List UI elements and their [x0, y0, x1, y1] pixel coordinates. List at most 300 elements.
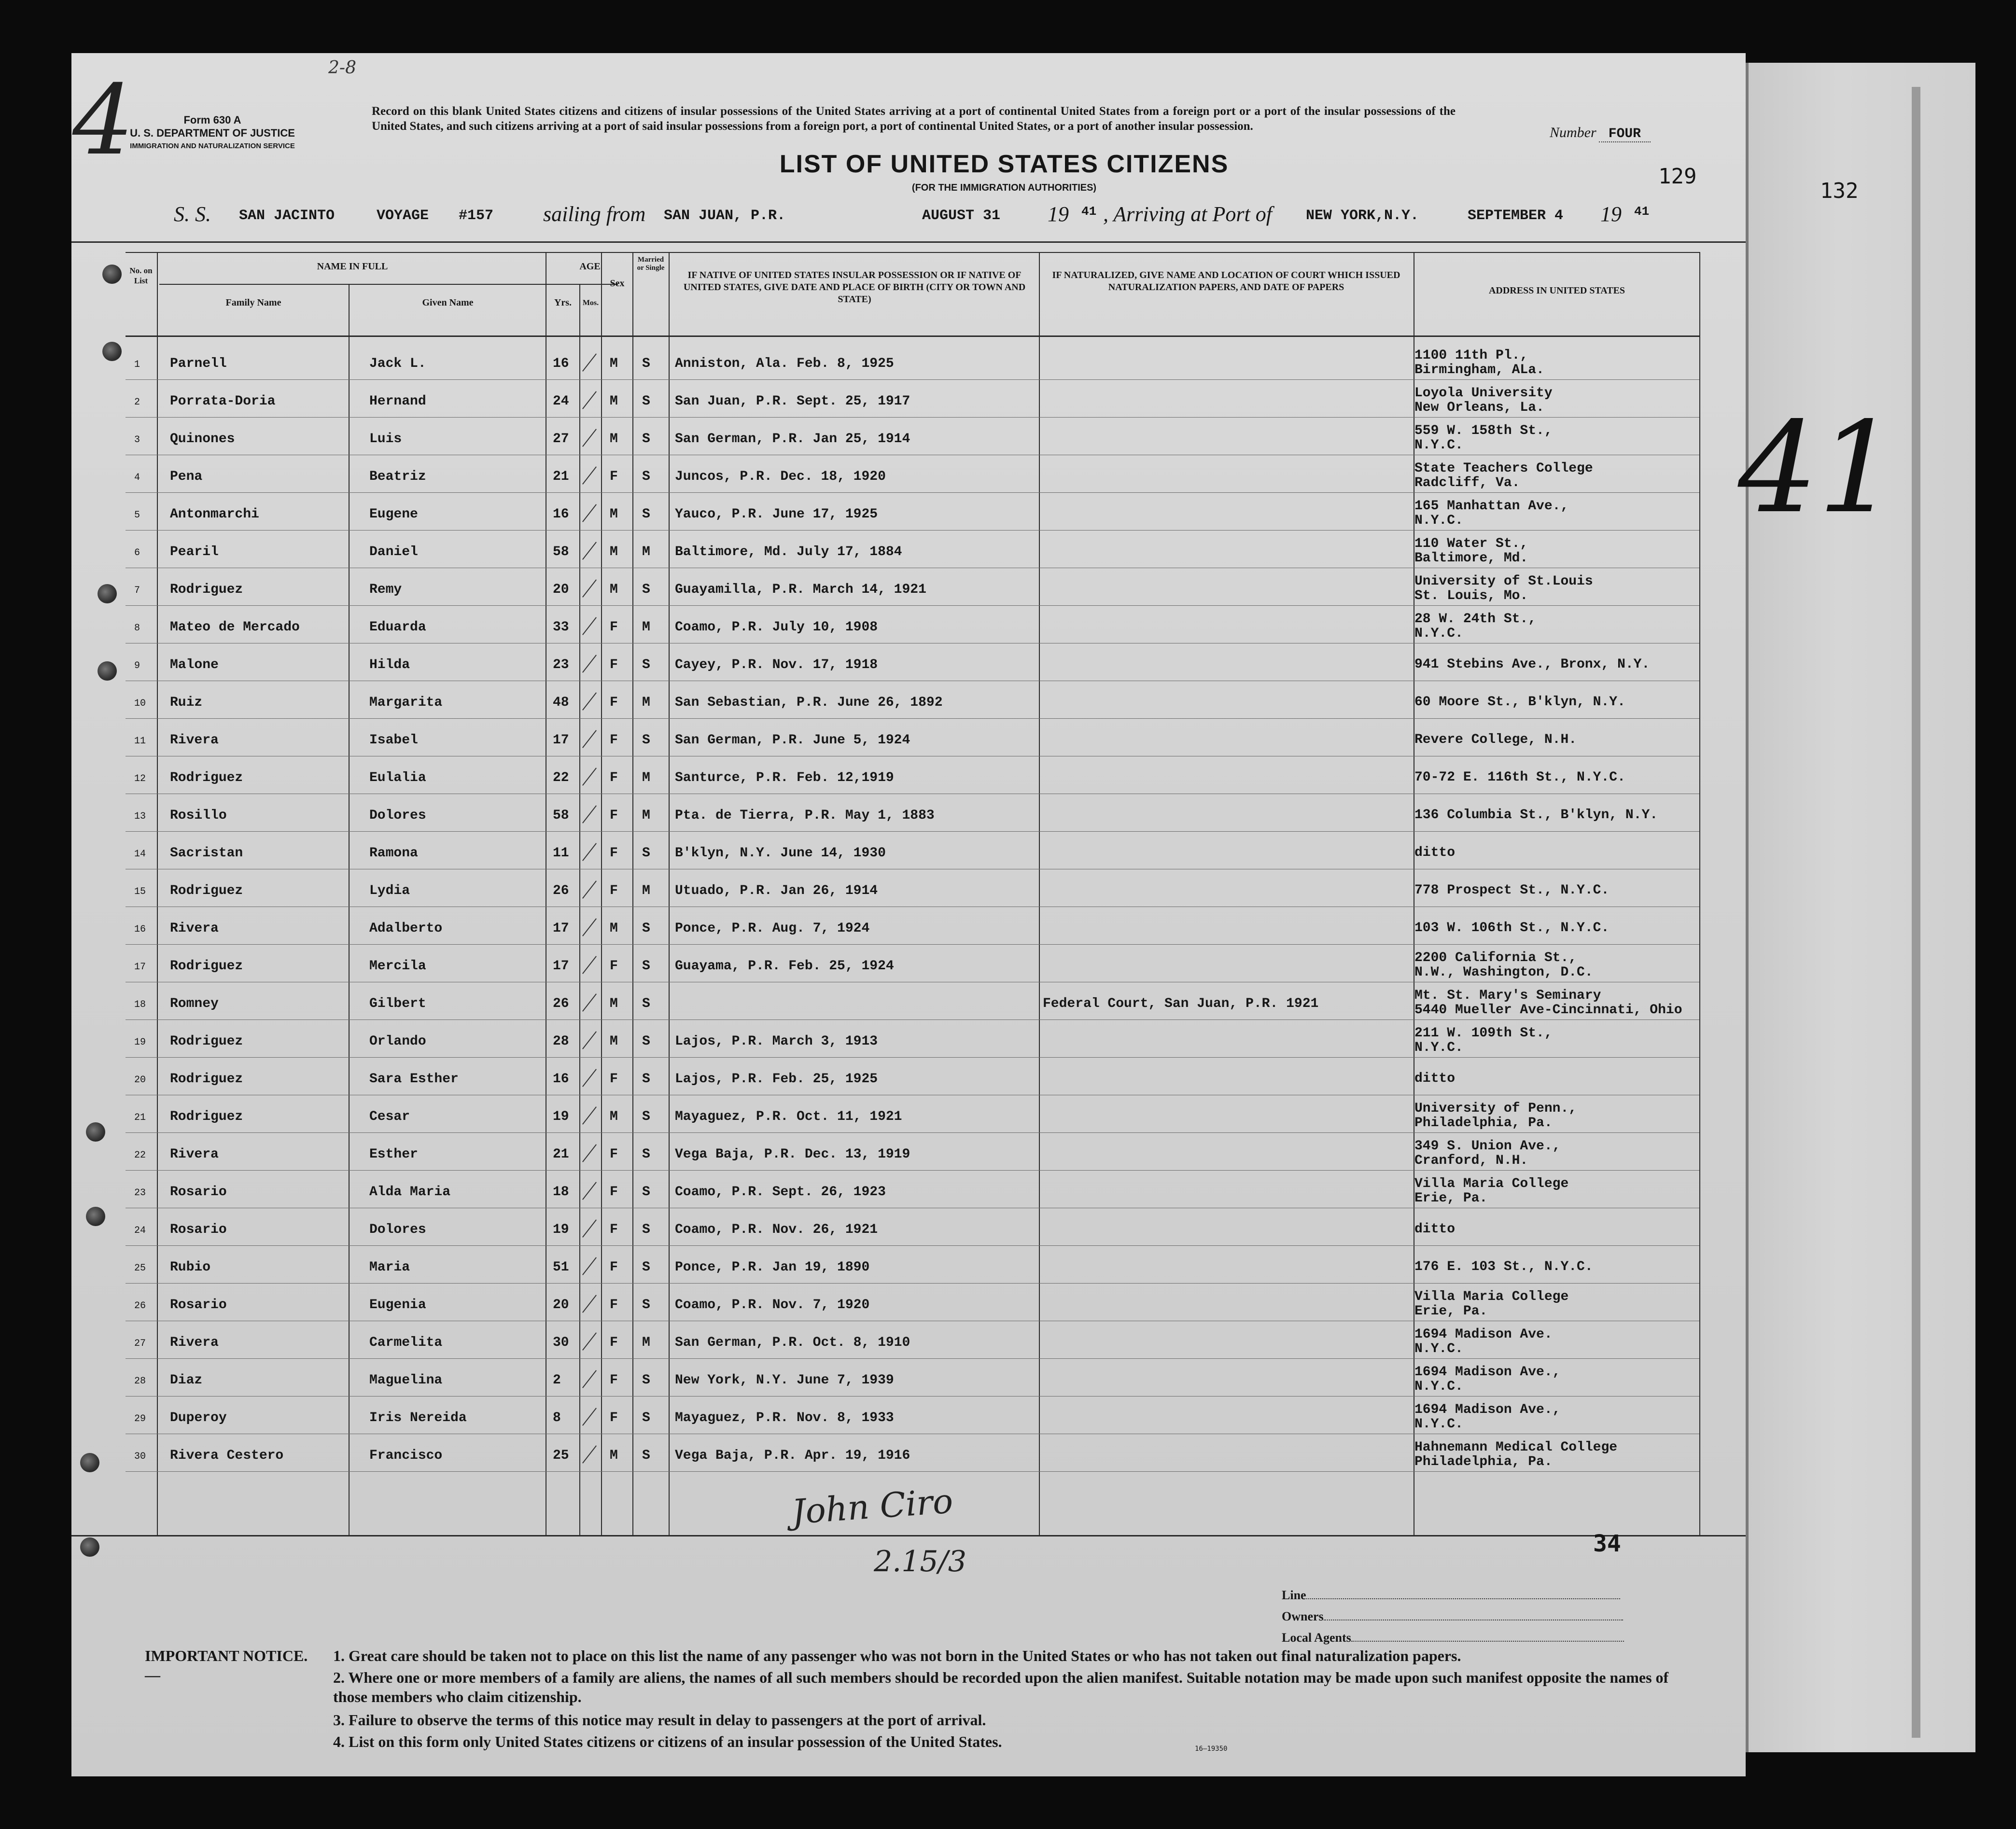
age-years: 17 — [553, 921, 569, 936]
address-line-1: Villa Maria College — [1414, 1176, 1569, 1191]
address-line-2: Baltimore, Md. — [1414, 551, 1528, 566]
sex: F — [610, 1072, 618, 1087]
given-name: Eulalia — [369, 770, 426, 785]
birth-place-date: Vega Baja, P.R. Dec. 13, 1919 — [675, 1147, 910, 1162]
family-name: Rodriguez — [170, 959, 243, 974]
birth-place-date: Coamo, P.R. Sept. 26, 1923 — [675, 1185, 886, 1200]
row-number: 11 — [134, 736, 146, 747]
given-name: Mercila — [369, 959, 426, 974]
age-years: 24 — [553, 394, 569, 409]
row-number: 16 — [134, 924, 146, 935]
sex: F — [610, 1260, 618, 1275]
age-years: 21 — [553, 469, 569, 484]
row-number: 10 — [134, 698, 146, 709]
sex: F — [610, 883, 618, 898]
row-number: 23 — [134, 1187, 146, 1199]
department-name: U. S. DEPARTMENT OF JUSTICE — [130, 127, 295, 139]
notice-item-1: 1. Great care should be taken not to place on this list the name of any passenger who was not born in the United States or who has not taken out final naturalization papers. — [333, 1647, 1461, 1664]
age-years: 19 — [553, 1222, 569, 1237]
sex: F — [610, 1298, 618, 1312]
col-header-sex: Sex — [610, 278, 625, 289]
birth-place-date: Coamo, P.R. Nov. 7, 1920 — [675, 1298, 870, 1312]
col-header-no: No. on List — [129, 266, 153, 285]
row-number: 28 — [134, 1376, 146, 1387]
family-name: Rivera — [170, 1335, 219, 1350]
binder-hole — [86, 1207, 105, 1226]
col-header-address: ADDRESS IN UNITED STATES — [1488, 285, 1625, 296]
birth-place-date: Yauco, P.R. June 17, 1925 — [675, 507, 878, 522]
marital-status: S — [642, 1185, 650, 1200]
age-years: 21 — [553, 1147, 569, 1162]
row-number: 29 — [134, 1413, 146, 1424]
birth-place-date: Ponce, P.R. Aug. 7, 1924 — [675, 921, 870, 936]
age-years: 26 — [553, 996, 569, 1011]
marital-status: S — [642, 1373, 650, 1388]
family-name: Rodriguez — [170, 1109, 243, 1124]
address-line-1: 136 Columbia St., B'klyn, N.Y. — [1414, 808, 1658, 823]
family-name: Rubio — [170, 1260, 211, 1275]
marital-status: S — [642, 657, 650, 672]
arrival-date: SEPTEMBER 4 — [1468, 208, 1564, 224]
address-line-1: 1694 Madison Ave., — [1414, 1365, 1561, 1380]
address-line-2: N.Y.C. — [1414, 1417, 1463, 1432]
birth-place-date: San German, P.R. Oct. 8, 1910 — [675, 1335, 910, 1350]
binder-hole — [98, 584, 117, 603]
agents-label: Local Agents — [1282, 1631, 1351, 1645]
birth-place-date: Anniston, Ala. Feb. 8, 1925 — [675, 356, 894, 371]
address-line-1: 1100 11th Pl., — [1414, 348, 1528, 363]
sex: F — [610, 620, 618, 635]
given-name: Jack L. — [369, 356, 426, 371]
handwritten-number-4: 4 — [72, 64, 134, 177]
row-rule — [126, 831, 1699, 832]
given-name: Daniel — [369, 545, 418, 559]
number-field — [1550, 125, 1670, 141]
age-years: 8 — [553, 1410, 561, 1425]
marital-status: S — [642, 921, 650, 936]
address-line-1: ditto — [1414, 1222, 1456, 1237]
given-name: Cesar — [369, 1109, 410, 1124]
binder-hole — [80, 1537, 99, 1557]
row-number: 2 — [134, 397, 140, 408]
sex: F — [610, 1335, 618, 1350]
binder-hole — [102, 342, 122, 361]
col-divider — [669, 252, 670, 1536]
marital-status: S — [642, 1410, 650, 1425]
family-name: Ruiz — [170, 695, 203, 710]
voyage-word: VOYAGE — [377, 208, 429, 224]
row-rule — [126, 492, 1699, 493]
family-name: Rodriguez — [170, 1072, 243, 1087]
family-name: Rodriguez — [170, 582, 243, 597]
age-years: 16 — [553, 356, 569, 371]
marital-status: S — [642, 1034, 650, 1049]
sex: M — [610, 1109, 618, 1124]
family-name: Duperoy — [170, 1410, 227, 1425]
marital-status: S — [642, 432, 650, 447]
notice-item-4: 4. List on this form only United States citizens or citizens of an insular possession of the United States. — [333, 1733, 1002, 1750]
family-name: Pearil — [170, 545, 219, 559]
marital-status: M — [642, 1335, 650, 1350]
given-name: Hilda — [369, 657, 410, 672]
line-label: Line — [1282, 1588, 1306, 1602]
marital-status: M — [642, 545, 650, 559]
age-years: 30 — [553, 1335, 569, 1350]
given-name: Luis — [369, 432, 402, 447]
family-name: Rivera Cestero — [170, 1448, 284, 1463]
sex: M — [610, 921, 618, 936]
number-value: FOUR — [1599, 126, 1651, 142]
sex: F — [610, 1373, 618, 1388]
marital-status: S — [642, 1448, 650, 1463]
marital-status: S — [642, 959, 650, 974]
marital-status: S — [642, 469, 650, 484]
sex: F — [610, 1147, 618, 1162]
birth-place-date: B'klyn, N.Y. June 14, 1930 — [675, 846, 886, 861]
line-owners-agents — [1282, 1586, 1673, 1649]
family-name: Parnell — [170, 356, 227, 371]
address-line-1: 1694 Madison Ave. — [1414, 1327, 1553, 1342]
given-name: Gilbert — [369, 996, 426, 1011]
family-name: Rosillo — [170, 808, 227, 823]
year-prefix-1: 19 — [1048, 202, 1069, 226]
address-line-2: Erie, Pa. — [1414, 1304, 1488, 1319]
departure-date: AUGUST 31 — [922, 208, 1001, 224]
row-number: 25 — [134, 1263, 146, 1274]
marital-status: S — [642, 1222, 650, 1237]
sex: F — [610, 959, 618, 974]
birth-place-date: Lajos, P.R. Feb. 25, 1925 — [675, 1072, 878, 1087]
address-line-2: Cranford, N.H. — [1414, 1153, 1528, 1168]
marital-status: S — [642, 733, 650, 748]
row-number: 9 — [134, 660, 140, 671]
family-name: Malone — [170, 657, 219, 672]
family-name: Rodriguez — [170, 770, 243, 785]
address-line-1: ditto — [1414, 845, 1456, 860]
birth-place-date: Ponce, P.R. Jan 19, 1890 — [675, 1260, 870, 1275]
age-years: 27 — [553, 432, 569, 447]
age-years: 11 — [553, 846, 569, 861]
age-years: 58 — [553, 545, 569, 559]
family-name: Pena — [170, 469, 203, 484]
given-name: Adalberto — [369, 921, 443, 936]
marital-status: S — [642, 1298, 650, 1312]
birth-place-date: Lajos, P.R. March 3, 1913 — [675, 1034, 878, 1049]
address-line-2: Erie, Pa. — [1414, 1191, 1488, 1206]
address-line-1: 559 W. 158th St., — [1414, 423, 1553, 438]
address-line-1: 941 Stebins Ave., Bronx, N.Y. — [1414, 657, 1650, 672]
ship-name: SAN JACINTO — [239, 208, 335, 224]
birth-place-date: Cayey, P.R. Nov. 17, 1918 — [675, 657, 878, 672]
row-rule — [126, 1358, 1699, 1359]
birth-place-date: New York, N.Y. June 7, 1939 — [675, 1373, 894, 1388]
birth-place-date: San Juan, P.R. Sept. 25, 1917 — [675, 394, 910, 409]
given-name: Eugene — [369, 507, 418, 522]
table-top-border — [71, 241, 1746, 243]
given-name: Remy — [369, 582, 402, 597]
age-years: 2 — [553, 1373, 561, 1388]
sex: M — [610, 1448, 618, 1463]
birth-place-date: Baltimore, Md. July 17, 1884 — [675, 545, 902, 559]
col-header-age: AGE — [579, 261, 601, 272]
address-line-1: 110 Water St., — [1414, 536, 1528, 551]
marital-status: S — [642, 996, 650, 1011]
age-years: 48 — [553, 695, 569, 710]
given-name: Esther — [369, 1147, 418, 1162]
handwritten-top-mark: 2-8 — [328, 58, 356, 78]
arriving-label: , Arriving at Port of — [1103, 202, 1272, 226]
side-page-number: 132 — [1820, 179, 1859, 203]
given-name: Carmelita — [369, 1335, 443, 1350]
age-years: 23 — [553, 657, 569, 672]
given-name: Lydia — [369, 883, 410, 898]
marital-status: M — [642, 620, 650, 635]
row-rule — [126, 718, 1699, 719]
row-number: 4 — [134, 472, 140, 483]
col-divider — [1699, 252, 1700, 1536]
ss-label: S. S. — [174, 202, 211, 226]
age-years: 58 — [553, 808, 569, 823]
row-rule — [126, 1057, 1699, 1058]
birth-place-date: Utuado, P.R. Jan 26, 1914 — [675, 883, 878, 898]
col-divider — [601, 252, 602, 1536]
row-number: 20 — [134, 1075, 146, 1086]
col-header-yrs: Yrs. — [554, 297, 572, 308]
given-name: Isabel — [369, 733, 418, 748]
age-years: 20 — [553, 1298, 569, 1312]
given-name: Dolores — [369, 808, 426, 823]
arrival-port: NEW YORK,N.Y. — [1306, 208, 1419, 224]
departure-port: SAN JUAN, P.R. — [664, 208, 786, 224]
address-line-2: N.Y.C. — [1414, 513, 1463, 528]
given-name: Francisco — [369, 1448, 443, 1463]
form-id-block — [121, 113, 304, 153]
address-line-1: 2200 California St., — [1414, 950, 1577, 965]
row-number: 14 — [134, 849, 146, 860]
address-line-1: 165 Manhattan Ave., — [1414, 499, 1569, 514]
age-years: 18 — [553, 1185, 569, 1200]
age-years: 51 — [553, 1260, 569, 1275]
officer-signature: John Ciro — [790, 1481, 954, 1532]
age-years: 20 — [553, 582, 569, 597]
marital-status: S — [642, 1109, 650, 1124]
marital-status: S — [642, 507, 650, 522]
marital-status: S — [642, 582, 650, 597]
record-instructions: Record on this blank United States citizens and citizens of insular possessions of the United States arriving at a port of continental United States from a foreign port or a port of the insular possessions of the United States, and such citizens arriving at a port of said insular possessions from a foreign port, a port of continental United States, or a port of another insular possession. — [372, 105, 1456, 133]
col-header-naturalized: IF NATURALIZED, GIVE NAME AND LOCATION OF COURT WHICH ISSUED NATURALIZATION PAPERS, AND DATE OF PAPERS — [1052, 270, 1400, 293]
row-rule — [126, 944, 1699, 945]
service-name: IMMIGRATION AND NATURALIZATION SERVICE — [130, 142, 295, 150]
voyage-line — [174, 202, 1694, 236]
sex: M — [610, 507, 618, 522]
row-number: 30 — [134, 1451, 146, 1462]
row-rule — [126, 1245, 1699, 1246]
sex: M — [610, 394, 618, 409]
address-line-1: 1694 Madison Ave., — [1414, 1402, 1561, 1417]
marital-status: S — [642, 356, 650, 371]
address-line-1: University of Penn., — [1414, 1101, 1577, 1116]
print-code: 16—19350 — [1195, 1745, 1228, 1753]
row-rule — [126, 1471, 1699, 1472]
sex: F — [610, 733, 618, 748]
sex: F — [610, 846, 618, 861]
birth-place-date: Coamo, P.R. July 10, 1908 — [675, 620, 878, 635]
family-name: Rivera — [170, 1147, 219, 1162]
family-name: Rosario — [170, 1185, 227, 1200]
address-line-2: N.Y.C. — [1414, 438, 1463, 453]
row-number: 13 — [134, 811, 146, 822]
marital-status: S — [642, 1260, 650, 1275]
voyage-number: #157 — [459, 208, 494, 224]
family-name: Diaz — [170, 1373, 203, 1388]
address-line-2: N.Y.C. — [1414, 1040, 1463, 1055]
family-name: Romney — [170, 996, 219, 1011]
birth-place-date: Juncos, P.R. Dec. 18, 1920 — [675, 469, 886, 484]
number-label: Number — [1550, 125, 1596, 140]
col-divider — [157, 252, 158, 1536]
notice-title: IMPORTANT NOTICE.— — [145, 1647, 308, 1684]
row-number: 8 — [134, 623, 140, 634]
address-line-1: 778 Prospect St., N.Y.C. — [1414, 883, 1610, 898]
marital-status: M — [642, 770, 650, 785]
address-line-1: Mt. St. Mary's Seminary — [1414, 988, 1601, 1003]
total-count: 34 — [1593, 1530, 1621, 1557]
row-number: 24 — [134, 1225, 146, 1236]
col-divider — [579, 284, 580, 1536]
sex: F — [610, 1410, 618, 1425]
family-name: Rodriguez — [170, 1034, 243, 1049]
row-number: 27 — [134, 1338, 146, 1349]
row-rule — [126, 417, 1699, 418]
family-name: Quinones — [170, 432, 235, 447]
age-years: 17 — [553, 959, 569, 974]
row-number: 6 — [134, 547, 140, 558]
strip-handwritten-mark: 41 — [1738, 395, 1898, 541]
year-prefix-2: 19 — [1600, 202, 1622, 226]
sex: M — [610, 582, 618, 597]
col-header-name: NAME IN FULL — [317, 261, 388, 272]
form-subtitle: (FOR THE IMMIGRATION AUTHORITIES) — [911, 182, 1097, 193]
age-years: 17 — [553, 733, 569, 748]
row-number: 1 — [134, 359, 140, 370]
birth-place-date: Santurce, P.R. Feb. 12,1919 — [675, 770, 894, 785]
notice-item-3: 3. Failure to observe the terms of this notice may result in delay to passengers at the port of arrival. — [333, 1711, 986, 1729]
col-header-birth: IF NATIVE OF UNITED STATES INSULAR POSSESSION OR IF NATIVE OF UNITED STATES, GIVE DATE AND PLACE OF BIRTH (CITY OR TOWN AND STATE) — [683, 270, 1026, 305]
row-rule — [126, 1019, 1699, 1020]
address-line-2: N.W., Washington, D.C. — [1414, 965, 1593, 980]
given-name: Maguelina — [369, 1373, 443, 1388]
family-name: Sacristan — [170, 846, 243, 861]
age-years: 22 — [553, 770, 569, 785]
sex: M — [610, 1034, 618, 1049]
birth-place-date: Mayaguez, P.R. Nov. 8, 1933 — [675, 1410, 894, 1425]
address-line-2: Birmingham, ALa. — [1414, 363, 1544, 377]
address-line-2: N.Y.C. — [1414, 626, 1463, 641]
form-title: LIST OF UNITED STATES CITIZENS — [779, 150, 1229, 178]
row-number: 19 — [134, 1037, 146, 1048]
given-name: Eduarda — [369, 620, 426, 635]
marital-status: S — [642, 846, 650, 861]
address-line-1: ditto — [1414, 1071, 1456, 1086]
owners-label: Owners — [1282, 1609, 1324, 1623]
address-line-1: Villa Maria College — [1414, 1289, 1569, 1304]
birth-place-date: Coamo, P.R. Nov. 26, 1921 — [675, 1222, 878, 1237]
sex: F — [610, 695, 618, 710]
row-number: 12 — [134, 773, 146, 784]
birth-place-date: San Sebastian, P.R. June 26, 1892 — [675, 695, 943, 710]
underlying-page-strip — [1746, 63, 1975, 1752]
address-line-1: 70-72 E. 116th St., N.Y.C. — [1414, 770, 1625, 785]
given-name: Hernand — [369, 394, 426, 409]
col-header-family: Family Name — [225, 297, 281, 308]
sex: F — [610, 1185, 618, 1200]
marital-status: M — [642, 695, 650, 710]
marital-status: S — [642, 1147, 650, 1162]
age-years: 26 — [553, 883, 569, 898]
birth-place-date: Vega Baja, P.R. Apr. 19, 1916 — [675, 1448, 910, 1463]
binder-hole — [98, 661, 117, 681]
address-line-2: N.Y.C. — [1414, 1341, 1463, 1356]
address-line-2: Radcliff, Va. — [1414, 475, 1520, 490]
row-number: 22 — [134, 1150, 146, 1161]
col-header-given: Given Name — [422, 297, 474, 308]
year-suffix-2: 41 — [1634, 204, 1650, 219]
marital-status: S — [642, 394, 650, 409]
row-rule — [126, 1283, 1699, 1284]
row-number: 15 — [134, 886, 146, 897]
row-number: 3 — [134, 434, 140, 446]
family-name: Rivera — [170, 921, 219, 936]
age-years: 16 — [553, 507, 569, 522]
address-line-1: 60 Moore St., B'klyn, N.Y. — [1414, 695, 1625, 710]
binder-hole — [86, 1122, 105, 1142]
address-line-1: Hahnemann Medical College — [1414, 1440, 1618, 1455]
row-rule — [126, 605, 1699, 606]
age-years: 19 — [553, 1109, 569, 1124]
family-name: Rosario — [170, 1222, 227, 1237]
given-name: Orlando — [369, 1034, 426, 1049]
sex: M — [610, 545, 618, 559]
header-bottom-border — [126, 335, 1699, 337]
given-name: Dolores — [369, 1222, 426, 1237]
family-name: Rivera — [170, 733, 219, 748]
col-header-mos: Mos. — [582, 299, 599, 307]
address-line-1: 176 E. 103 St., N.Y.C. — [1414, 1259, 1593, 1274]
sex: M — [610, 996, 618, 1011]
row-number: 17 — [134, 962, 146, 973]
given-name: Beatriz — [369, 469, 426, 484]
age-years: 28 — [553, 1034, 569, 1049]
given-name: Ramona — [369, 846, 418, 861]
col-header-married: Married or Single — [637, 256, 665, 272]
row-rule — [126, 1170, 1699, 1171]
address-line-1: 211 W. 109th St., — [1414, 1026, 1553, 1041]
year-suffix-1: 41 — [1081, 204, 1097, 219]
sex: F — [610, 469, 618, 484]
row-rule — [126, 379, 1699, 380]
col-divider — [632, 252, 633, 1536]
row-number: 7 — [134, 585, 140, 596]
row-number: 18 — [134, 999, 146, 1010]
given-name: Iris Nereida — [369, 1410, 467, 1425]
row-number: 21 — [134, 1112, 146, 1123]
age-years: 33 — [553, 620, 569, 635]
birth-place-date: Pta. de Tierra, P.R. May 1, 1883 — [675, 808, 935, 823]
address-line-1: University of St.Louis — [1414, 574, 1593, 589]
signature-note: 2.15/3 — [874, 1545, 966, 1578]
notice-item-2: 2. Where one or more members of a family are aliens, the names of all such members should be recorded upon the alien manifest. Suitable notation may be made upon such manifest opposite the names of those members who claim citizenship. — [333, 1669, 1669, 1705]
family-name: Mateo de Mercado — [170, 620, 300, 635]
